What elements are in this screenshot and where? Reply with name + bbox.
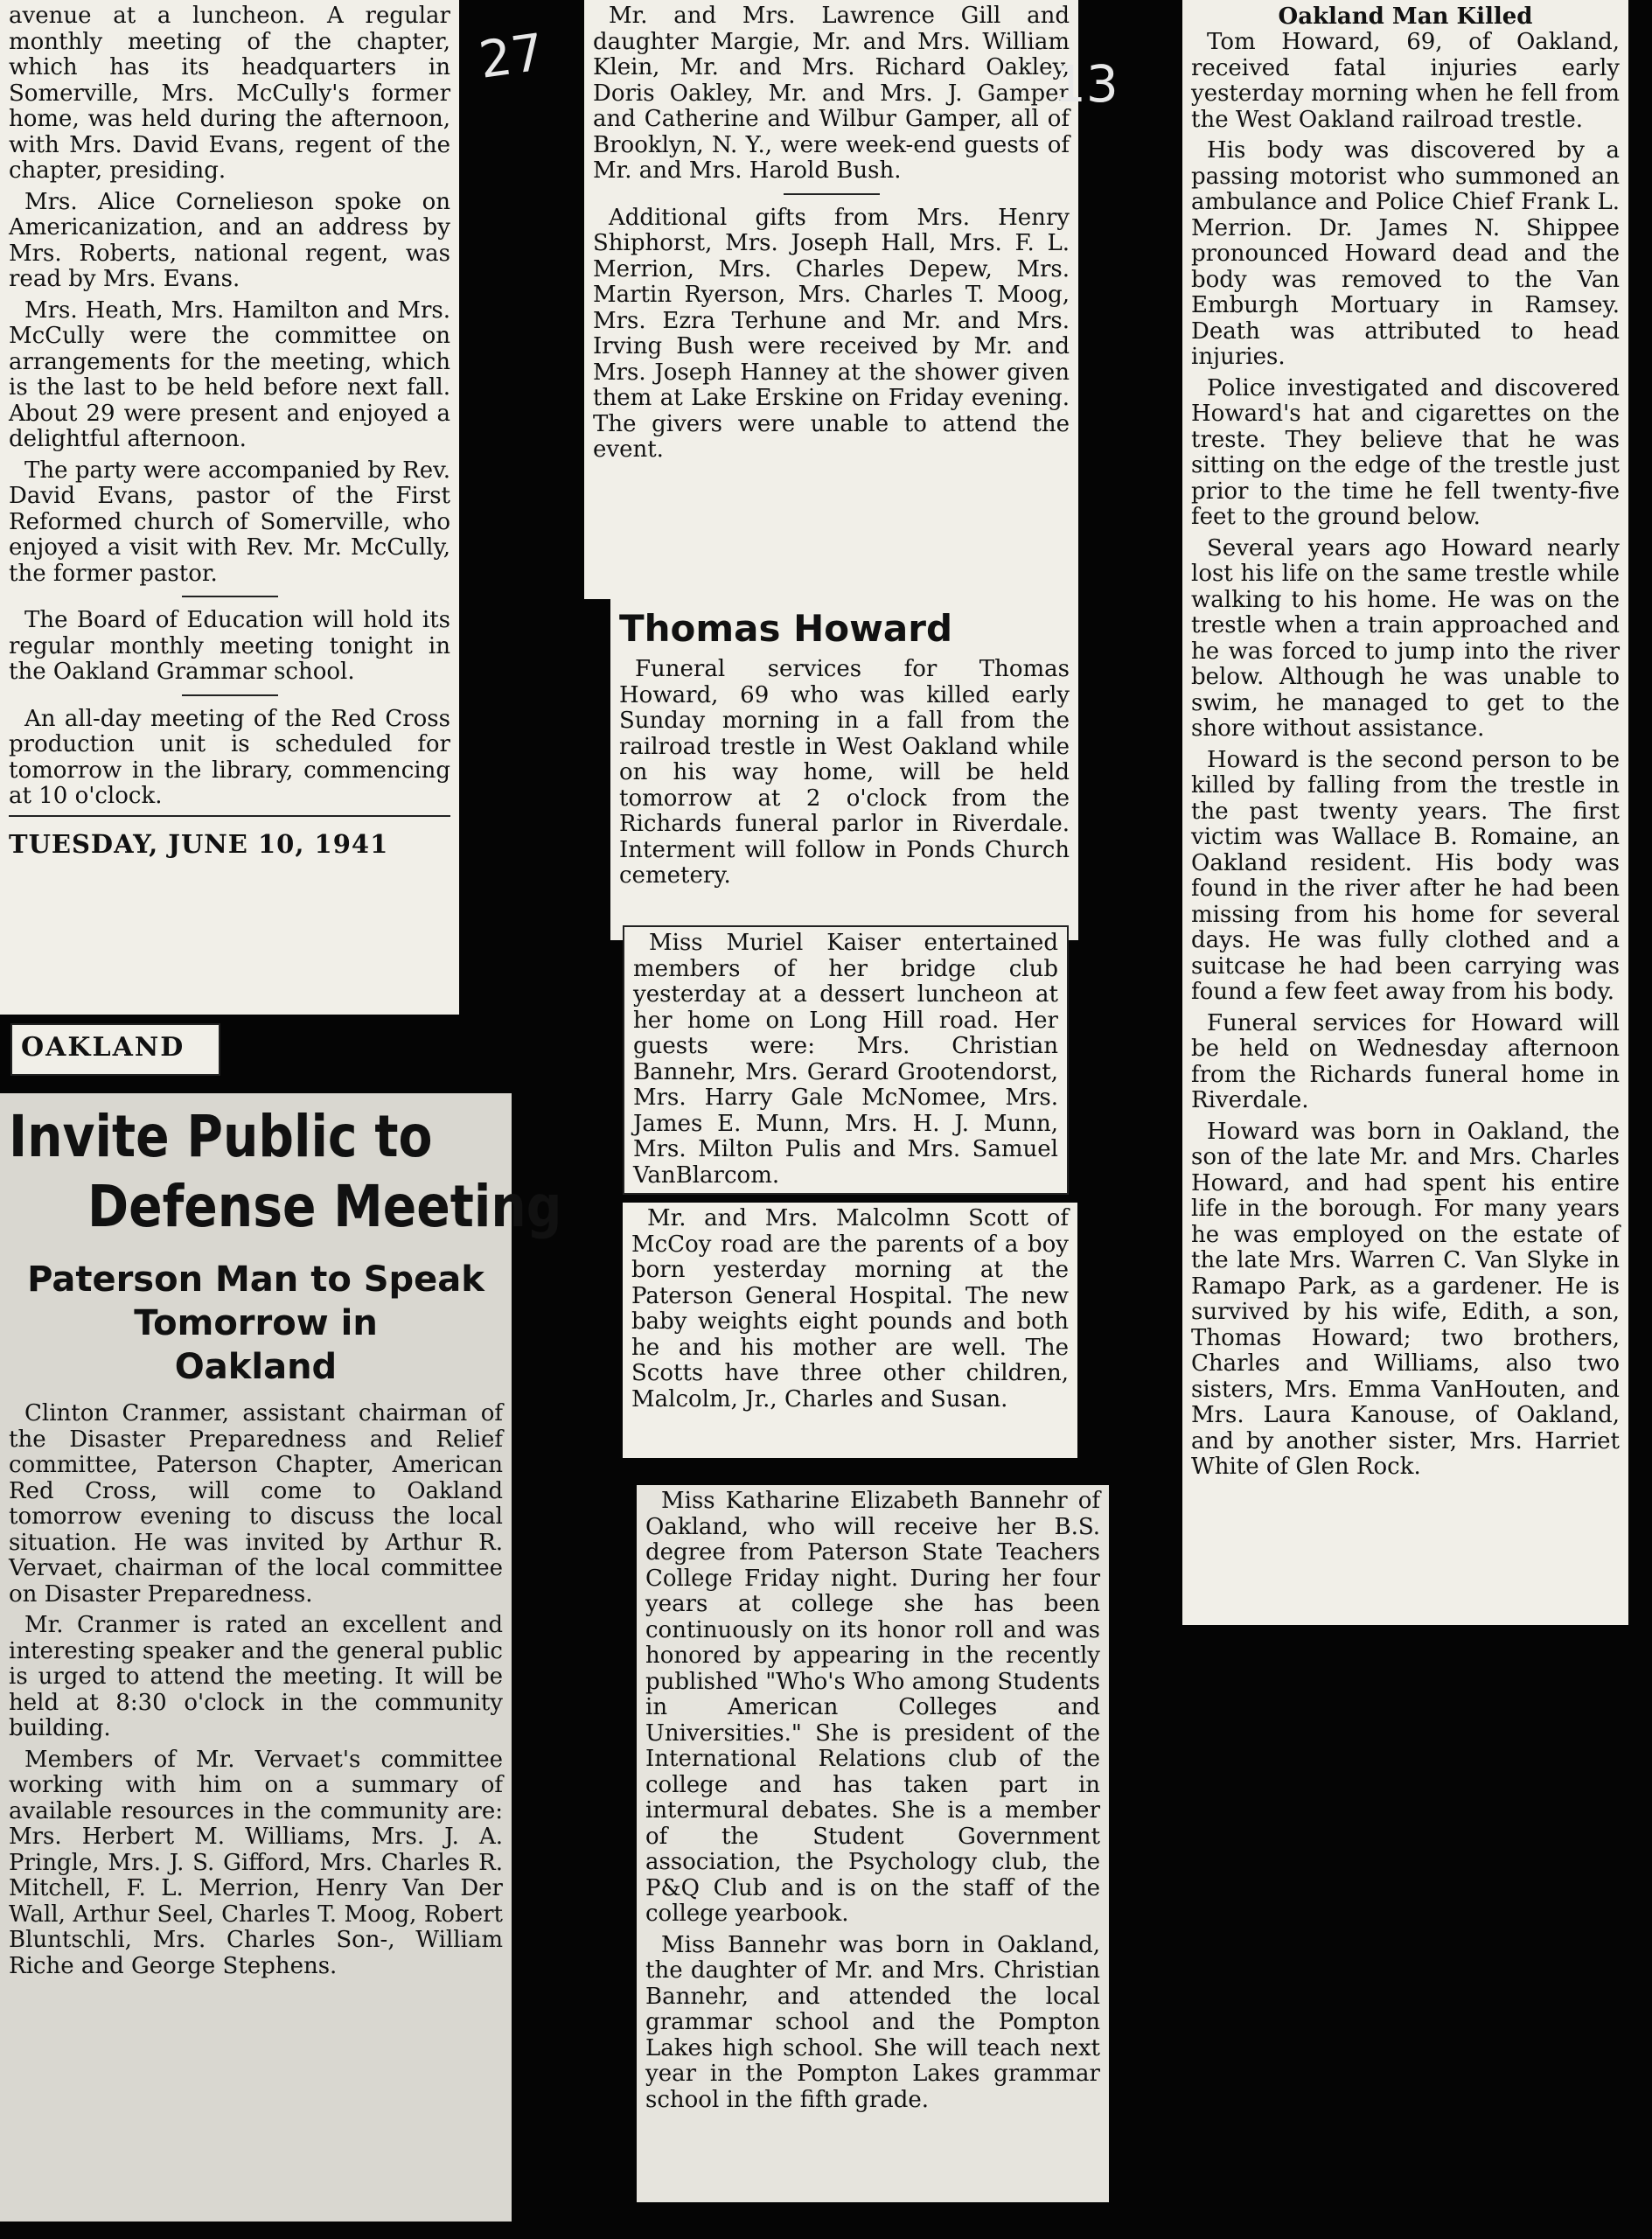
section-label (10, 1023, 220, 1076)
subheadline: Paterson Man to Speak (27, 1259, 484, 1300)
paragraph: Funeral services for Thomas Howard, 69 who was killed early Sunday morning in a fall from the railroad trestle in West Oakland while on his way home, will be held tomorrow at 2 o'clock from the Richards funeral parlor in Riverdale. Interment will follow in Ponds Church cemetery. (619, 656, 1070, 889)
paragraph: An all-day meeting of the Red Cross production unit is scheduled for tomorrow in the library, commencing at 10 o'clock. (9, 705, 450, 809)
paragraph: Howard is the second person to be killed by falling from the trestle in the past twenty years. The first victim was Wallace B. Romaine, an Oakland resident. His body was found in the river after he had been missing from his home for several days. He was fully clothed and a suitcase he had been carrying was found a few feet away from his body. (1191, 746, 1620, 1005)
divider (784, 193, 880, 195)
handwritten-page-mark: 27 (475, 22, 548, 90)
bannehr-graduation (637, 1485, 1109, 2202)
article-heading: Thomas Howard (619, 607, 953, 650)
paragraph: Members of Mr. Vervaet's committee working with him on a summary of available resources in the community are: Mrs. Herbert M. Williams, Mrs. J. A. Pringle, Mrs. J. S. Gifford, Mrs. Charles R. Mitchell, F. L. Merrion, Henry Van Der Wall, Arthur Seel, Charles T. Moog, Robert Bluntschli, Mrs. Charles Son-, William Riche and George Stephens. (9, 1746, 503, 1979)
paragraph: Miss Muriel Kaiser entertained members of her bridge club yesterday at a dessert luncheon at her home on Long Hill road. Her guests were: Mrs. Christian Bannehr, Mrs. Gerard Grootendorst, Mrs. Harry Gale McNomee, Mrs. James E. Munn, Mrs. H. J. Munn, Mrs. Milton Pulis and Mrs. Samuel VanBlarcom. (633, 930, 1058, 1189)
paragraph: Additional gifts from Mrs. Henry Shiphorst, Mrs. Joseph Hall, Mrs. F. L. Merrion, Mrs. Charles Depew, Mrs. Martin Ryerson, Mrs. Charles T. Moog, Mrs. Ezra Terhune and Mr. and Mrs. Irving Bush were received by Mr. and Mrs. Joseph Hanney at the shower given them at Lake Erskine on Friday evening. The givers were unable to attend the event. (593, 204, 1070, 463)
paragraph: Mr. and Mrs. Lawrence Gill and daughter Margie, Mr. and Mrs. William Klein, Mr. and Mrs. Richard Oakley, Doris Oakley, Mr. and Mrs. J. Gamper and Catherine and Wilbur Gamper, all of Brooklyn, N. Y., were week-end guests of Mr. and Mrs. Harold Bush. (593, 3, 1070, 184)
paragraph: His body was discovered by a passing motorist who summoned an ambulance and Police Chief Frank L. Merrion. Dr. James N. Shippee pronounced Howard dead and the body was removed to the Van Emburgh Mortuary in Ramsey. Death was attributed to head injuries. (1191, 137, 1620, 370)
handwritten-page-mark: 13 (1054, 54, 1119, 114)
divider (182, 694, 278, 696)
paragraph: Howard was born in Oakland, the son of the late Mr. and Mrs. Charles Howard, and had spent his entire life in the borough. For many years he was employed on the estate of the late Mrs. Warren C. Van Slyke in Ramapo Park, as a gardener. He is survived by his wife, Edith, a son, Thomas Howard; two brothers, Charles and Williams, also two sisters, Mrs. Emma VanHouten, and Mrs. Laura Kanouse, of Oakland, and by another sister, Mrs. Harriet White of Glen Rock. (1191, 1118, 1620, 1480)
subheadline: Oakland (174, 1347, 338, 1387)
headline: Invite Public to (9, 1103, 433, 1170)
kaiser-bridge-club (623, 925, 1069, 1195)
paragraph: Miss Bannehr was born in Oakland, the daughter of Mr. and Mrs. Christian Bannehr, and attended the local grammar school and the Pompton Lakes high school. She will teach next year in the Pompton Lakes grammar school in the fifth grade. (645, 1931, 1100, 2113)
paragraph: Tom Howard, 69, of Oakland, received fatal injuries early yesterday morning when he fell from the West Oakland railroad trestle. (1191, 29, 1620, 133)
paragraph: Miss Katharine Elizabeth Bannehr of Oakland, who will receive her B.S. degree from Paterson State Teachers College Friday night. During her four years at college she has been continuously on its honor roll and was honored by appearing in the recently published "Who's Who among Students in American Colleges and Universities." She is president of the International Relations club of the college and has taken part in intermural debates. She is a member of the Student Government association, the Psychology club, the P&Q Club and is on the staff of the college yearbook. (645, 1488, 1100, 1927)
thomas-howard-funeral (610, 599, 1078, 940)
scott-birth-notice (623, 1203, 1077, 1458)
subheadline: Tomorrow in (134, 1303, 378, 1343)
oakland-man-killed (1182, 0, 1628, 1625)
divider (9, 815, 450, 817)
clipping-guests-gifts (584, 0, 1078, 599)
clipping-chapter-news (0, 0, 459, 1015)
paragraph: Mrs. Alice Cornelieson spoke on Americanization, and an address by Mrs. Roberts, national regent, was read by Mrs. Evans. (9, 188, 450, 292)
paragraph: Funeral services for Howard will be held on Wednesday afternoon from the Richards funeral home in Riverdale. (1191, 1009, 1620, 1113)
article-heading: Oakland Man Killed (1278, 3, 1533, 30)
paragraph: The Board of Education will hold its regular monthly meeting tonight in the Oakland Grammar school. (9, 607, 450, 685)
headline: Defense Meeting (87, 1173, 562, 1240)
divider (182, 596, 278, 597)
paragraph: Clinton Cranmer, assistant chairman of the Disaster Preparedness and Relief committee, Paterson Chapter, American Red Cross, will come to Oakland tomorrow evening to discuss the local situation. He was invited by Arthur R. Vervaet, chairman of the local committee on Disaster Preparedness. (9, 1400, 503, 1608)
paragraph: Several years ago Howard nearly lost his life on the same trestle while walking to his home. He was on the trestle when a train approached and he was forced to jump into the river below. Although he was unable to swim, he managed to get to the shore without assistance. (1191, 534, 1620, 742)
paragraph: Mr. Cranmer is rated an excellent and interesting speaker and the general public is urged to attend the meeting. It will be held at 8:30 o'clock in the community building. (9, 1612, 503, 1741)
section-label-text: OAKLAND (21, 1032, 185, 1063)
paragraph: Mrs. Heath, Mrs. Hamilton and Mrs. McCully were the committee on arrangements for the meeting, which is the last to be held before next fall. About 29 were present and enjoyed a delightful afternoon. (9, 296, 450, 452)
paragraph: Police investigated and discovered Howard's hat and cigarettes on the treste. They believe that he was sitting on the edge of the trestle just prior to the time he fell twenty-five feet to the ground below. (1191, 374, 1620, 530)
paragraph: The party were accompanied by Rev. David Evans, pastor of the First Reformed church of Somerville, who enjoyed a visit with Rev. Mr. McCully, the former pastor. (9, 457, 450, 587)
paragraph: Mr. and Mrs. Malcolmn Scott of McCoy road are the parents of a boy born yesterday morning at the Paterson General Hospital. The new baby weights eight pounds and both he and his mother are well. The Scotts have three other children, Malcolm, Jr., Charles and Susan. (631, 1205, 1069, 1412)
paragraph: avenue at a luncheon. A regular monthly meeting of the chapter, which has its headquarters in Somerville, Mrs. McCully's former home, was held during the afternoon, with Mrs. David Evans, regent of the chapter, presiding. (9, 3, 450, 184)
dateline: TUESDAY, JUNE 10, 1941 (9, 828, 389, 859)
defense-meeting-article (0, 1093, 562, 2222)
